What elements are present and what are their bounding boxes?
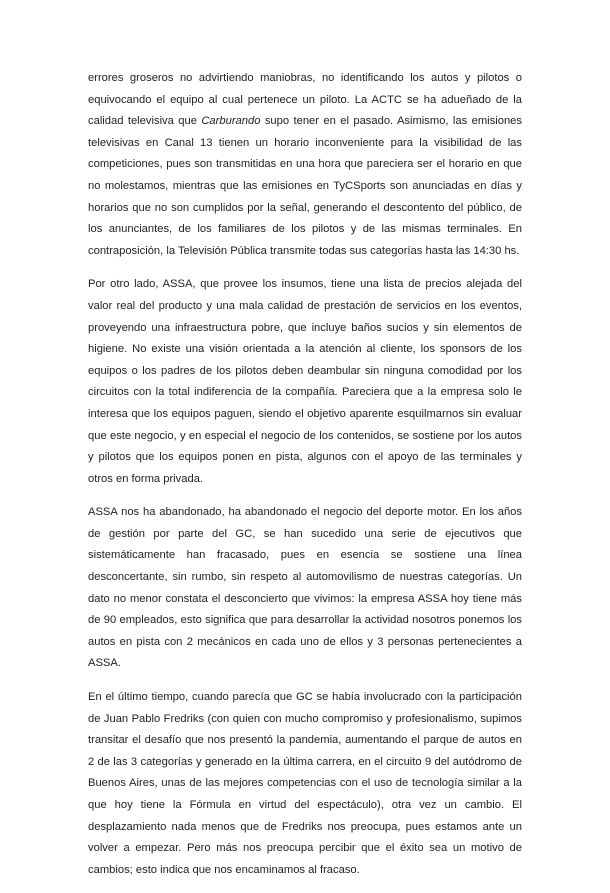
paragraph-1-text-after: supo tener en el pasado. Asimismo, las emisiones televisivas en Canal 13 tienen un horario inconveniente para la visibilidad de las competiciones, pues son transmitidas en una hora que pareciera ser el horario en que no molestamos, mientras que las emisiones en TyCSports son anunciadas en días y horarios que no son cumplidos por la señal, generando el descontento del público, de los anunciantes, de los familiares de los pilotos y de las mismas terminales. En contraposición, la Televisión Pública transmite todas sus categorías hasta las 14:30 hs.	[88, 115, 522, 257]
document-body	[88, 68, 522, 893]
paragraph-4: En el último tiempo, cuando parecía que GC se había involucrado con la participación de Juan Pablo Fredriks (con quien con mucho compromiso y profesionalismo, supimos transitar el desafío que nos presentó la pandemia, aumentando el parque de autos en 2 de las 3 categorías y generado en la última carrera, en el circuito 9 del autódromo de Buenos Aires, unas de las mejores competencias con el uso de tecnología similar a la que hoy tiene la Fórmula en virtud del espectáculo), otra vez un cambio. El desplazamiento nada menos que de Fredriks nos preocupa, pues estamos ante un volver a empezar. Pero más nos preocupa percibir que el éxito sea un motivo de cambios; esto indica que nos encaminamos al fracaso.	[88, 691, 522, 876]
paragraph-1	[88, 68, 522, 262]
paragraph-2: Por otro lado, ASSA, que provee los insumos, tiene una lista de precios alejada del valor real del producto y una mala calidad de prestación de servicios en los eventos, proveyendo una infraestructura pobre, que incluye baños sucios y sin elementos de higiene. No existe una visión orientada a la atención al cliente, los sponsors de los equipos o los padres de los pilotos deben deambular sin ninguna comodidad por los circuitos con la total indiferencia de la compañía. Pareciera que a la empresa solo le interesa que los equipos paguen, siendo el objetivo aparente esquilmarnos sin evaluar que este negocio, y en especial el negocio de los contenidos, se sostiene por los autos y pilotos que los equipos ponen en pista, algunos con el apoyo de las terminales y otros en forma privada.	[88, 278, 522, 485]
paragraph-1-emphasis: Carburando	[201, 115, 261, 128]
paragraph-3: ASSA nos ha abandonado, ha abandonado el negocio del deporte motor. En los años de gestión por parte del GC, se han sucedido una serie de ejecutivos que sistemáticamente han fracasado, pues en esencia se sostiene una línea desconcertante, sin rumbo, sin respeto al automovilismo de nuestras categorías. Un dato no menor constata el desconcierto que vivimos: la empresa ASSA hoy tiene más de 90 empleados, esto significa que para desarrollar la actividad nosotros ponemos los autos en pista con 2 mecánicos en cada uno de ellos y 3 personas pertenecientes a ASSA.	[88, 506, 522, 670]
paragraph-1-text-before: errores groseros no advirtiendo maniobras, no identificando los autos y pilotos o equivocando el equipo al cual pertenece un piloto. La ACTC se ha adueñado de la calidad televisiva que	[88, 72, 522, 128]
